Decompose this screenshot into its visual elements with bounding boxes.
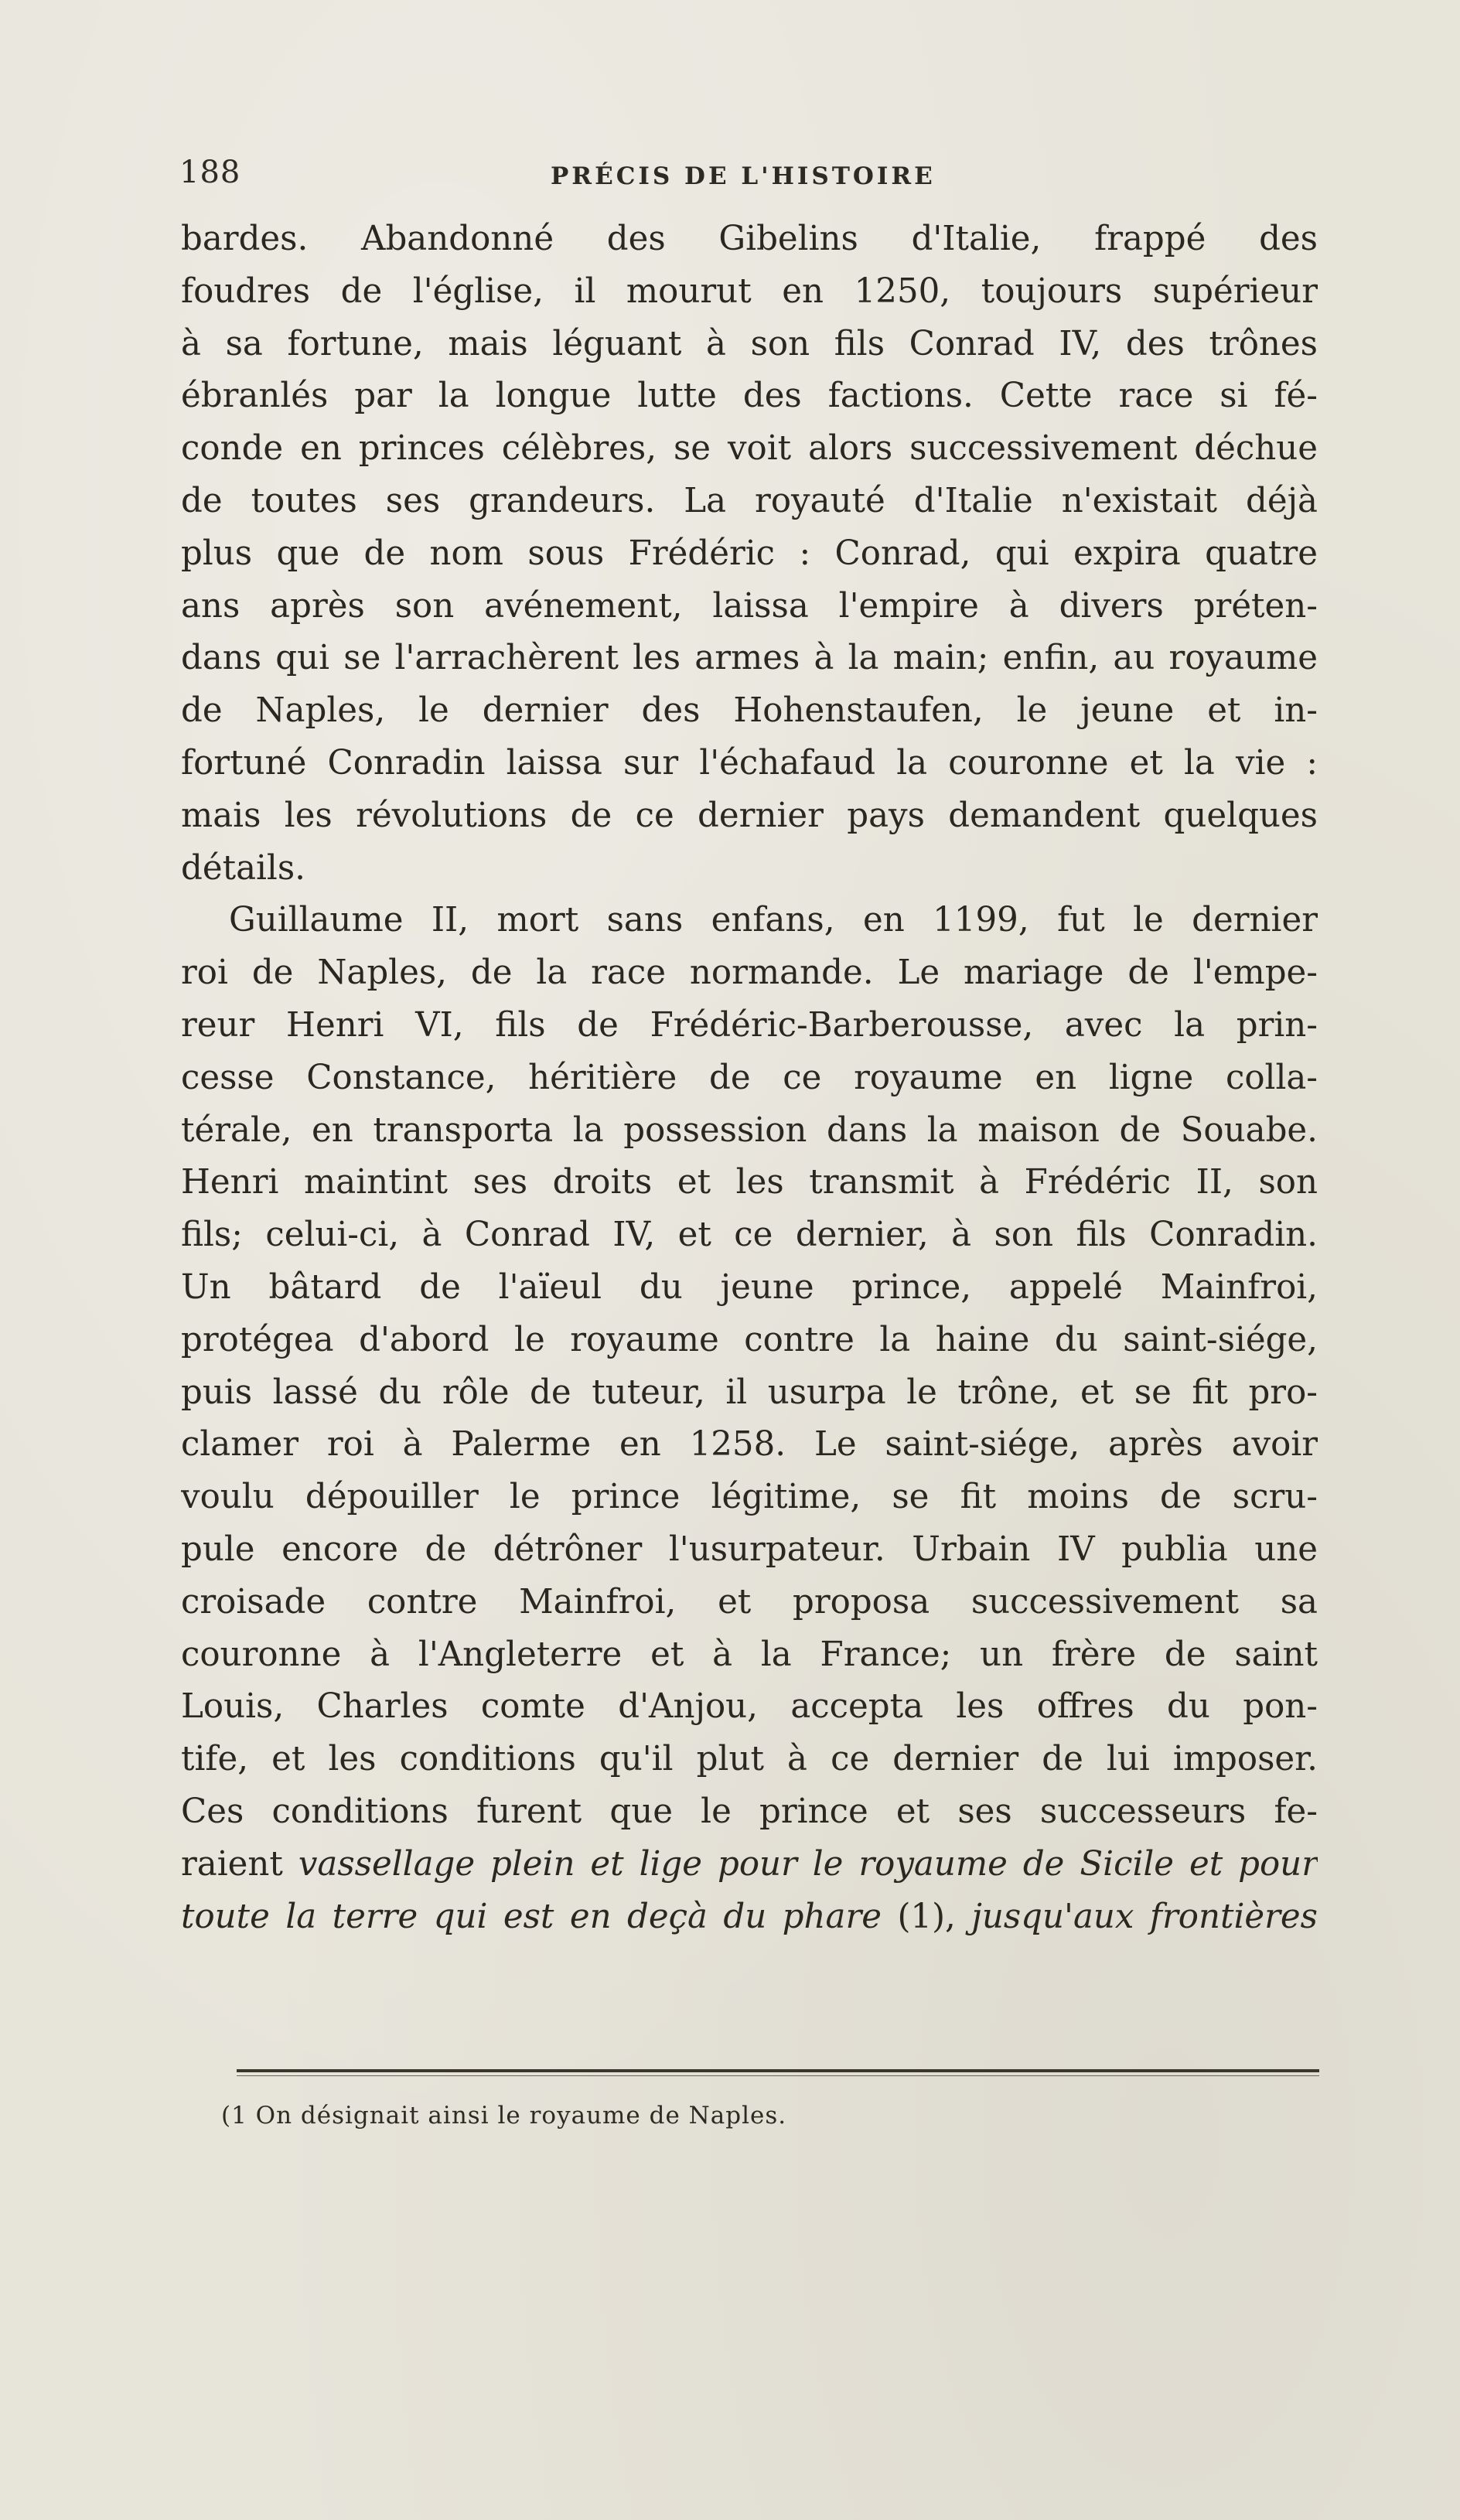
text-line: clamer roi à Palerme en 1258. Le saint-siége, après avoir: [181, 1425, 1318, 1465]
text-line: pule encore de détrôner l'usurpateur. Urbain IV publia une: [181, 1529, 1318, 1569]
text-line: à sa fortune, mais léguant à son fils Conrad IV, des trônes: [181, 324, 1318, 363]
text-line: protégea d'abord le royaume contre la haine du saint-siége,: [181, 1320, 1318, 1359]
text-line: Louis, Charles comte d'Anjou, accepta les offres du pon-: [181, 1687, 1318, 1727]
page-number: 188: [179, 155, 241, 190]
italic-text-segment: vassellage plein et lige pour le royaume de Sicile et pour: [298, 1844, 1318, 1884]
text-line: Ces conditions furent que le prince et ses successeurs fe-: [181, 1792, 1318, 1831]
footnote: (1 On désignait ainsi le royaume de Naples.: [221, 2102, 787, 2130]
text-line: reur Henri VI, fils de Frédéric-Barberousse, avec la prin-: [181, 1005, 1318, 1045]
italic-text-segment: jusqu'aux frontières: [971, 1897, 1318, 1936]
paragraph-end-line: détails.: [181, 848, 305, 888]
text-line-with-italic: [181, 1891, 1318, 1944]
text-line: plus que de nom sous Frédéric : Conrad, qui expira quatre: [181, 534, 1318, 573]
text-line-with-italic: [181, 1839, 1318, 1891]
plain-text-segment: raient: [181, 1844, 298, 1884]
text-line: tife, et les conditions qu'il plut à ce dernier de lui imposer.: [181, 1740, 1318, 1779]
body-text: [181, 213, 1318, 1943]
text-line: fils; celui-ci, à Conrad IV, et ce dernier, à son fils Conradin.: [181, 1216, 1318, 1255]
text-line: Henri maintint ses droits et les transmit à Frédéric II, son: [181, 1163, 1318, 1202]
italic-text-segment: toute la terre qui est en deçà du phare: [181, 1897, 882, 1936]
text-line: mais les révolutions de ce dernier pays demandent quelques: [181, 796, 1318, 835]
text-line: dans qui se l'arrachèrent les armes à la main; enfin, au royaume: [181, 639, 1318, 678]
text-line: de toutes ses grandeurs. La royauté d'Italie n'existait déjà: [181, 481, 1318, 520]
text-line: couronne à l'Angleterre et à la France; un frère de saint: [181, 1635, 1318, 1674]
text-line: croisade contre Mainfroi, et proposa successivement sa: [181, 1582, 1318, 1621]
text-line: fortuné Conradin laissa sur l'échafaud la couronne et la vie :: [181, 743, 1318, 783]
paragraph-start-line: Guillaume II, mort sans enfans, en 1199, fut le dernier: [229, 901, 1318, 940]
page-header: [179, 155, 1316, 201]
text-line: ébranlés par la longue lutte des factions. Cette race si fé-: [181, 377, 1318, 416]
text-line: térale, en transporta la possession dans la maison de Souabe.: [181, 1110, 1318, 1150]
footnote-rule-thin: [237, 2075, 1319, 2076]
text-line: roi de Naples, de la race normande. Le mariage de l'empe-: [181, 953, 1318, 993]
footnote-reference: (1),: [882, 1897, 972, 1936]
text-line: foudres de l'église, il mourut en 1250, toujours supérieur: [181, 271, 1318, 311]
text-line: conde en princes célèbres, se voit alors successivement déchue: [181, 429, 1318, 469]
text-line: voulu dépouiller le prince légitime, se fit moins de scru-: [181, 1478, 1318, 1517]
text-line: puis lassé du rôle de tuteur, il usurpa le trône, et se fit pro-: [181, 1373, 1318, 1412]
text-line: cesse Constance, héritière de ce royaume en ligne colla-: [181, 1058, 1318, 1097]
text-line: bardes. Abandonné des Gibelins d'Italie, frappé des: [181, 220, 1318, 258]
text-line: Un bâtard de l'aïeul du jeune prince, appelé Mainfroi,: [181, 1267, 1318, 1307]
text-line: ans après son avénement, laissa l'empire à divers préten-: [181, 586, 1318, 626]
text-line: de Naples, le dernier des Hohenstaufen, le jeune et in-: [181, 691, 1318, 731]
running-head: PRÉCIS DE L'HISTOIRE: [551, 162, 936, 190]
footnote-rule: [237, 2069, 1319, 2072]
